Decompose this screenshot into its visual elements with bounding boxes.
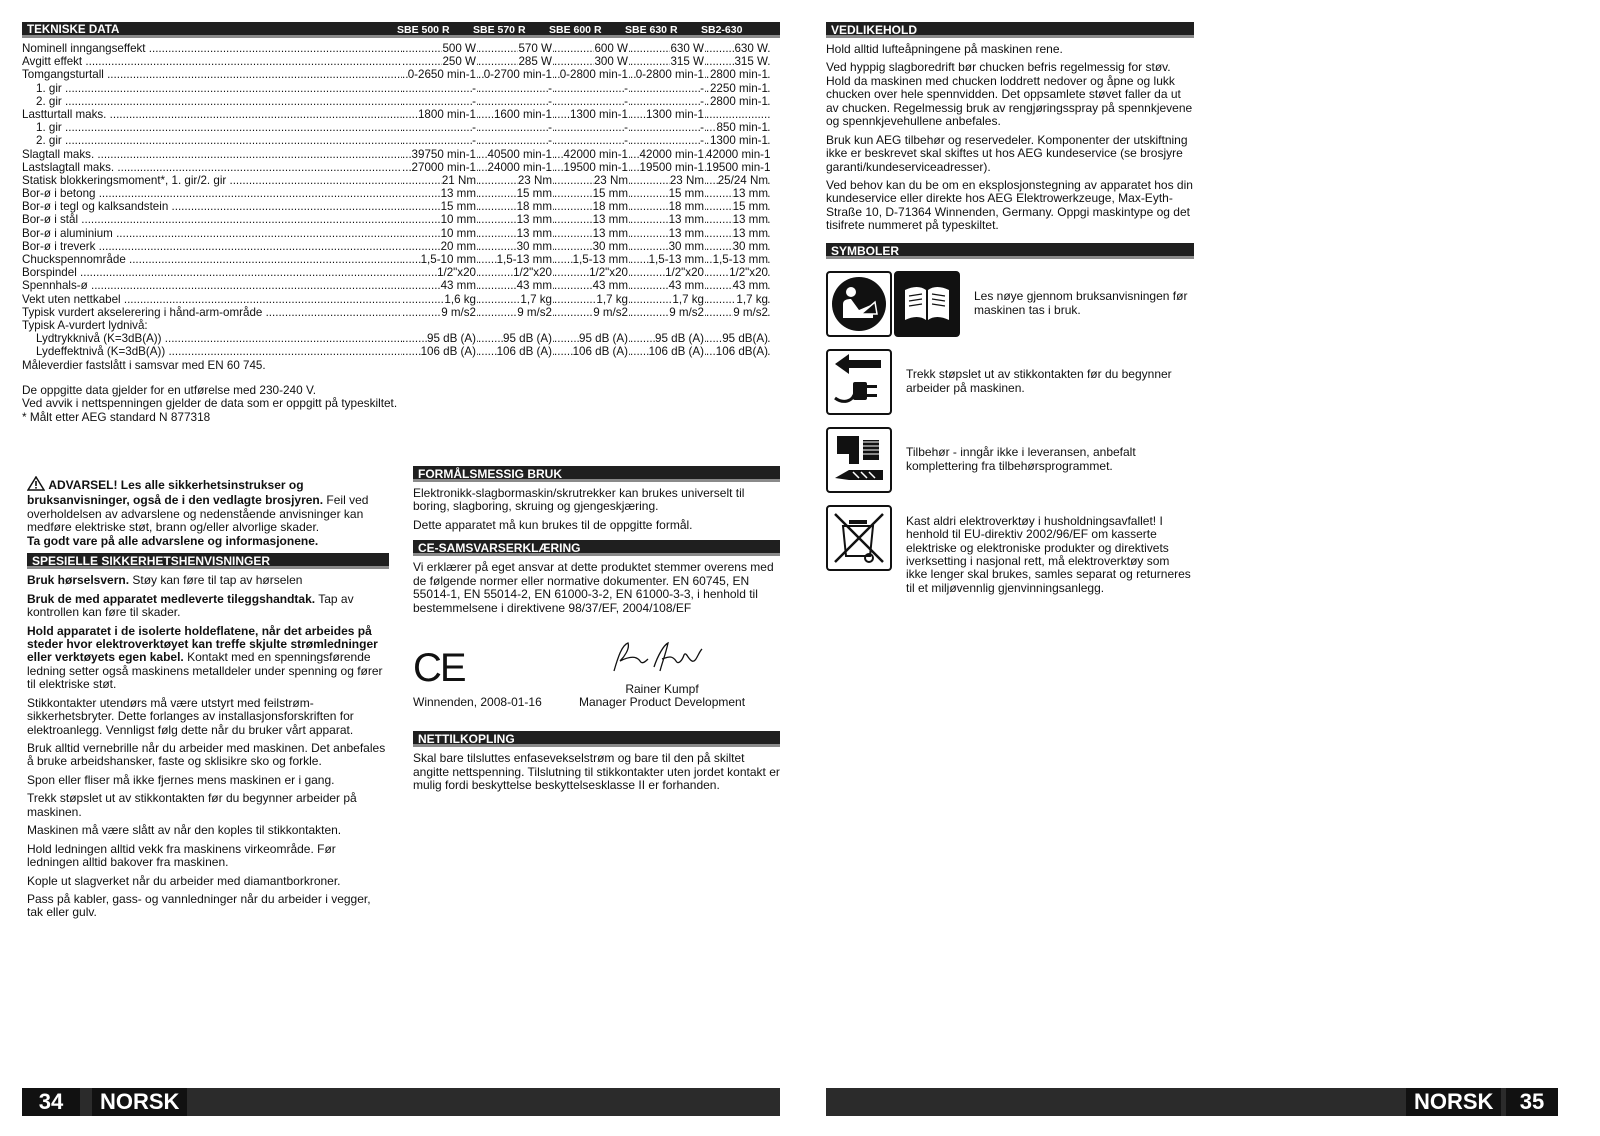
spec-value: ..... 0-2800 min-1 bbox=[630, 68, 706, 81]
spec-value: ..... - bbox=[478, 121, 554, 134]
read-manual-icon bbox=[826, 271, 892, 337]
spec-label: Lastturtall maks. ..... bbox=[22, 108, 402, 121]
spec-value: ..... 95 dB (A) bbox=[478, 332, 554, 345]
spec-label: Måleverdier fastslått i samsvar med EN 60 745. bbox=[22, 358, 266, 372]
spec-row bbox=[22, 306, 780, 319]
spec-row bbox=[22, 227, 780, 240]
spec-value: ..... 13 mm bbox=[706, 187, 770, 200]
symbol-row bbox=[826, 427, 1194, 493]
note-line: Ved avvik i nettspenningen gjelder de data som er oppgitt på typeskiltet. bbox=[22, 396, 398, 411]
spec-value: ..... 13 mm bbox=[706, 213, 770, 226]
spec-value: ..... 106 dB (A) bbox=[630, 345, 706, 358]
spec-value: ..... 2800 min-1 bbox=[706, 68, 770, 81]
safety-section-title: SPESIELLE SIKKERHETSHENVISNINGER bbox=[27, 553, 389, 569]
ce-section-title: CE-SAMSVARSERKLÆRING bbox=[413, 540, 780, 556]
note-line: De oppgitte data gjelder for en utførelse med 230-240 V. bbox=[22, 382, 317, 397]
mains-paragraph: Skal bare tilsluttes enfasevekselstrøm og bare til den på skiltet angitte nettspenning. Tilslutning til stikkontakter uten jordet kontakt er mulig fordi beskyttelse beskyttelsesklasse II er forhanden. bbox=[413, 751, 780, 793]
maintenance-column bbox=[826, 22, 1194, 607]
warning-keep: Ta godt vare på alle advarslene og informasjonene. bbox=[27, 533, 319, 548]
unplug-icon bbox=[826, 349, 892, 415]
spec-value: ..... 1,5-13 mm bbox=[706, 253, 770, 266]
spec-label: 1. gir ..... bbox=[22, 121, 402, 134]
spec-value: ..... 630 W bbox=[630, 42, 706, 55]
model-header: SBE 570 R bbox=[473, 24, 526, 36]
spec-value: ..... 0-2800 min-1 bbox=[554, 68, 630, 81]
symbol-row bbox=[826, 349, 1194, 415]
spec-value: ..... 42000 min-1 bbox=[630, 148, 706, 161]
symbols-section-title: SYMBOLER bbox=[826, 243, 1194, 259]
spec-row bbox=[22, 68, 780, 81]
spec-label: 2. gir ..... bbox=[22, 95, 402, 108]
spec-label: Bor-ø i stål ..... bbox=[22, 213, 402, 226]
spec-row bbox=[22, 240, 780, 253]
spec-label: Bor-ø i tegl og kalksandstein ..... bbox=[22, 200, 402, 213]
spec-value: ..... - bbox=[630, 82, 706, 95]
spec-value: ..... 1,7 kg bbox=[706, 293, 770, 306]
spec-value: ..... 95 dB (A) bbox=[402, 332, 478, 345]
technical-data-table bbox=[22, 22, 780, 424]
manual-book-icon bbox=[894, 271, 960, 337]
spec-value: ..... 285 W bbox=[478, 55, 554, 68]
spec-value: ..... 1300 min-1 bbox=[706, 134, 770, 147]
page-number-right: 35 bbox=[1506, 1088, 1558, 1116]
spec-row bbox=[22, 42, 780, 55]
safety-paragraph: Bruk alltid vernebrille når du arbeider med maskinen. Det anbefales å bruke arbeidshansker, faste og sklisikre sko og forkle. bbox=[27, 741, 386, 769]
spec-value: ..... 15 mm bbox=[706, 200, 770, 213]
spec-value: ..... 315 W bbox=[630, 55, 706, 68]
spec-value: ..... 2800 min-1 bbox=[706, 95, 770, 108]
safety-paragraph: Stikkontakter utendørs må være utstyrt med feilstrøm-sikkerhetsbryter. Dette forlanges av installasjonsforskriften for elektroanlegg. Vennligst følg dette når du bruker vårt apparat. bbox=[27, 695, 354, 737]
spec-row bbox=[22, 187, 780, 200]
spec-value: ..... 0-2700 min-1 bbox=[478, 68, 554, 81]
safety-column bbox=[27, 476, 389, 925]
safety-paragraph: Pass på kabler, gass- og vannledninger når du arbeider i vegger, tak eller gulv. bbox=[27, 891, 371, 920]
spec-label: 2. gir ..... bbox=[22, 134, 402, 147]
technical-data-title: TEKNISKE DATA bbox=[27, 23, 120, 36]
spec-value: ..... 18 mm bbox=[478, 200, 554, 213]
note-line: * Målt etter AEG standard N 877318 bbox=[22, 409, 211, 424]
spec-value: ..... 30 mm bbox=[706, 240, 770, 253]
safety-paragraph: Trekk støpslet ut av stikkontakten før du begynner arbeider på maskinen. bbox=[27, 791, 357, 819]
spec-value: ..... - bbox=[554, 95, 630, 108]
spec-value: ..... 1600 min-1 bbox=[478, 108, 554, 121]
page-number-left: 34 bbox=[22, 1088, 80, 1116]
ce-signature-block bbox=[413, 637, 780, 709]
safety-paragraph: Kople ut slagverket når du arbeider med diamantborkroner. bbox=[27, 873, 341, 888]
warning-triangle-icon bbox=[27, 476, 45, 494]
accessory-icon bbox=[826, 427, 892, 493]
spec-label: Chuckspennområde ..... bbox=[22, 253, 402, 266]
spec-value: ..... 27000 min-1 bbox=[402, 161, 478, 174]
spec-value: ..... 106 dB (A) bbox=[478, 345, 554, 358]
spec-label: Spennhals-ø ..... bbox=[22, 279, 402, 292]
spec-value: ..... 1/2"x20 bbox=[630, 266, 706, 279]
spec-value: ..... 23 Nm bbox=[630, 174, 706, 187]
spec-value: ..... 9 m/s2 bbox=[554, 306, 630, 319]
spec-value: ..... - bbox=[478, 82, 554, 95]
spec-value: ..... 15 mm bbox=[402, 200, 478, 213]
technical-data-header bbox=[22, 22, 780, 38]
spec-label: Tomgangsturtall ..... bbox=[22, 68, 402, 81]
maintenance-paragraph: Bruk kun AEG tilbehør og reservedeler. Komponenter der utskiftning ikke er beskrevet skal skiftes ut hos AEG kundeservice (se brosjyre garanti/kundeserviceadresser). bbox=[826, 132, 1188, 174]
spec-label: Borspindel ..... bbox=[22, 266, 402, 279]
spec-value: ..... - bbox=[630, 134, 706, 147]
spec-row bbox=[22, 200, 780, 213]
spec-value: ..... 0-2650 min-1 bbox=[402, 68, 478, 81]
spec-label: Statisk blokkeringsmoment*, 1. gir/2. gir ..... bbox=[22, 174, 402, 187]
spec-value: ..... 10 mm bbox=[402, 213, 478, 226]
spec-value: ..... - bbox=[478, 134, 554, 147]
spec-value: ..... 43 mm bbox=[706, 279, 770, 292]
spec-value: ..... 600 W bbox=[554, 42, 630, 55]
spec-value: ..... 21 Nm bbox=[402, 174, 478, 187]
spec-label: 1. gir ..... bbox=[22, 82, 402, 95]
spec-value: ..... 13 mm bbox=[630, 213, 706, 226]
spec-value: ..... 9 m/s2 bbox=[630, 306, 706, 319]
purpose-section-title: FORMÅLSMESSIG BRUK bbox=[413, 466, 780, 482]
spec-value: ..... 106 dB(A) bbox=[706, 345, 770, 358]
spec-value: ..... 1,5-10 mm bbox=[402, 253, 478, 266]
spec-value: ..... 1,7 kg bbox=[554, 293, 630, 306]
model-header: SB2-630 bbox=[701, 24, 743, 36]
spec-value: ..... 500 W bbox=[402, 42, 478, 55]
spec-value: ..... - bbox=[402, 95, 478, 108]
spec-row bbox=[22, 279, 780, 292]
maintenance-paragraph: Hold alltid lufteåpningene på maskinen rene. bbox=[826, 42, 1063, 56]
spec-label: Bor-ø i aluminium ..... bbox=[22, 227, 402, 240]
spec-row bbox=[22, 161, 780, 174]
spec-label: Slagtall maks. ..... bbox=[22, 148, 402, 161]
spec-value: ..... 1,7 kg bbox=[478, 293, 554, 306]
spec-value: ..... 25/24 Nm bbox=[706, 174, 770, 187]
spec-row bbox=[22, 134, 780, 147]
warning-bold: ADVARSEL! Les alle sikkerhetsinstrukser og bruksanvisninger, også de i den vedlagte brosjyren. bbox=[27, 478, 324, 508]
symbol-description: Les nøye gjennom bruksanvisningen før maskinen tas i bruk. bbox=[974, 289, 1188, 317]
signer-name: Rainer Kumpf bbox=[625, 681, 699, 696]
spec-value: ..... 1/2"x20 bbox=[706, 266, 770, 279]
spec-value: ..... 18 mm bbox=[630, 200, 706, 213]
spec-value: ..... 300 W bbox=[554, 55, 630, 68]
general-warning bbox=[27, 476, 389, 548]
spec-value: ..... 315 W bbox=[706, 55, 770, 68]
spec-value: ..... - bbox=[630, 95, 706, 108]
spec-label: Typisk vurdert akselerering i hånd-arm-område ..... bbox=[22, 306, 402, 319]
spec-value: ..... 250 W bbox=[402, 55, 478, 68]
spec-value: ..... 570 W bbox=[478, 42, 554, 55]
signer-title: Manager Product Development bbox=[578, 694, 746, 709]
spec-label: Lydtrykknivå (K=3dB(A)) ..... bbox=[22, 332, 402, 345]
safety-paragraph: Hold apparatet i de isolerte holdeflatene, når det arbeides på steder hvor elektroverktøyet kan treffe skjulte strømledninger eller verktøyets egen kabel. Kontakt med en spenningsførende ledning setter også maskinens metalldeler under spenning og fører til elektriske støt. bbox=[27, 623, 383, 692]
spec-value: ..... 42000 min-1 bbox=[554, 148, 630, 161]
spec-row bbox=[22, 95, 780, 108]
spec-value: ..... 15 mm bbox=[554, 187, 630, 200]
spec-value: ..... 19500 min-1 bbox=[630, 161, 706, 174]
spec-value: ..... - bbox=[402, 82, 478, 95]
footer-language-left: NORSK bbox=[92, 1088, 187, 1116]
spec-value: ..... 850 min-1 bbox=[706, 121, 770, 134]
spec-row bbox=[22, 82, 780, 95]
spec-value: ..... 13 mm bbox=[554, 213, 630, 226]
spec-value: ..... 43 mm bbox=[630, 279, 706, 292]
spec-value: ..... 1/2"x20 bbox=[402, 266, 478, 279]
spec-row bbox=[22, 174, 780, 187]
spec-value: ..... 95 dB (A) bbox=[630, 332, 706, 345]
spec-row bbox=[22, 293, 780, 306]
spec-row bbox=[22, 148, 780, 161]
mains-section-title: NETTILKOPLING bbox=[413, 731, 780, 747]
spec-value: ..... 95 dB(A) bbox=[706, 332, 770, 345]
purpose-paragraph: Elektronikk-slagbormaskin/skrutrekker kan brukes universelt til boring, slagboring, skruing og gjengeskjæring. bbox=[413, 486, 745, 514]
maintenance-paragraph: Ved hyppig slagboredrift bør chucken befris regelmessig for støv. Hold da maskinen med chucken loddrett nedover og åpne og lukk chucken over hele spennvidden. Det oppsamlete støvet faller da ut av chucken. Regelmessig bruk av rengjøringsspray på spennkjevene og spennkjevehullene anbefales. bbox=[826, 60, 1193, 129]
spec-value: ..... 42000 min-1 bbox=[706, 148, 770, 161]
maintenance-section-title: VEDLIKEHOLD bbox=[826, 22, 1194, 38]
spec-value: ..... - bbox=[554, 121, 630, 134]
spec-row bbox=[22, 55, 780, 68]
spec-value: ..... 13 mm bbox=[554, 227, 630, 240]
purpose-paragraph: Dette apparatet må kun brukes til de oppgitte formål. bbox=[413, 517, 693, 532]
spec-value: ..... 1/2"x20 bbox=[478, 266, 554, 279]
spec-value bbox=[706, 108, 770, 121]
spec-value: ..... 39750 min-1 bbox=[402, 148, 478, 161]
spec-value: ..... 106 dB (A) bbox=[554, 345, 630, 358]
spec-row bbox=[22, 319, 780, 332]
spec-value: ..... 30 mm bbox=[630, 240, 706, 253]
spec-value: ..... 40500 min-1 bbox=[478, 148, 554, 161]
spec-label: Typisk A-vurdert lydnivå: bbox=[22, 318, 148, 332]
spec-value: ..... 1,5-13 mm bbox=[554, 253, 630, 266]
spec-value: ..... 1,5-13 mm bbox=[478, 253, 554, 266]
spec-label: Bor-ø i treverk ..... bbox=[22, 240, 402, 253]
symbol-description: Tilbehør - inngår ikke i leveransen, anbefalt komplettering fra tilbehørsprogrammet. bbox=[906, 445, 1136, 473]
spec-value: ..... 30 mm bbox=[554, 240, 630, 253]
ce-paragraph: Vi erklærer på eget ansvar at dette produktet stemmer overens med de følgende normer eller normative dokumenter. EN 60745, EN 55014-1, EN 55014-2, EN 61000-3-2, EN 61000-3-3, i henhold til bestemmelsene i direktivene 98/37/EF, 2004/108/EF bbox=[413, 560, 774, 615]
spec-row bbox=[22, 121, 780, 134]
spec-value: ..... - bbox=[402, 134, 478, 147]
ce-mark: CE bbox=[413, 645, 465, 690]
safety-paragraph: Spon eller fliser må ikke fjernes mens maskinen er i gang. bbox=[27, 772, 335, 787]
spec-value: ..... 1/2"x20 bbox=[554, 266, 630, 279]
spec-value: ..... 23 Nm bbox=[478, 174, 554, 187]
spec-value: ..... 13 mm bbox=[478, 227, 554, 240]
model-header: SBE 630 R bbox=[625, 24, 678, 36]
spec-value: ..... - bbox=[554, 134, 630, 147]
safety-paragraph: Bruk de med apparatet medleverte tileggshandtak. Tap av kontrollen kan føre til skader. bbox=[27, 591, 354, 620]
safety-paragraph: Bruk hørselsvern. Støy kan føre til tap av hørselen bbox=[27, 573, 303, 588]
spec-value: ..... 1,5-13 mm bbox=[630, 253, 706, 266]
spec-value: ..... 43 mm bbox=[402, 279, 478, 292]
spec-value: ..... 2250 min-1 bbox=[706, 82, 770, 95]
spec-value: ..... 13 mm bbox=[478, 213, 554, 226]
spec-value: ..... - bbox=[402, 121, 478, 134]
spec-value: ..... 9 m/s2 bbox=[706, 306, 770, 319]
safety-paragraph: Maskinen må være slått av når den koples til stikkontakten. bbox=[27, 823, 342, 838]
spec-row bbox=[22, 359, 780, 372]
spec-row bbox=[22, 332, 780, 345]
spec-value: ..... 13 mm bbox=[630, 227, 706, 240]
spec-value: ..... 24000 min-1 bbox=[478, 161, 554, 174]
spec-value: ..... 23 Nm bbox=[554, 174, 630, 187]
signature-icon bbox=[602, 637, 722, 679]
spec-value: ..... 1300 min-1 bbox=[630, 108, 706, 121]
spec-row bbox=[22, 213, 780, 226]
maintenance-paragraph: Ved behov kan du be om en eksplosjonstegning av apparatet hos din kundeservice eller direkte hos AEG Elektrowerkzeuge, Max-Eyth-Straße 10, D-71364 Winnenden, Germany. Oppgi maskintype og det tisifrete nummeret på typeskiltet. bbox=[826, 177, 1193, 233]
spec-value: ..... - bbox=[554, 82, 630, 95]
footer-language-right: NORSK bbox=[1406, 1088, 1501, 1116]
weee-bin-icon bbox=[826, 505, 892, 571]
spec-value: ..... 15 mm bbox=[630, 187, 706, 200]
spec-value: ..... 15 mm bbox=[478, 187, 554, 200]
spec-row bbox=[22, 253, 780, 266]
symbol-row bbox=[826, 505, 1194, 596]
model-header: SBE 500 R bbox=[397, 24, 450, 36]
spec-label: Nominell inngangseffekt ..... bbox=[22, 42, 402, 55]
spec-value: ..... 9 m/s2 bbox=[402, 306, 478, 319]
spec-value: ..... 1,7 kg bbox=[630, 293, 706, 306]
spec-value: ..... 95 dB (A) bbox=[554, 332, 630, 345]
declaration-date: Winnenden, 2008-01-16 bbox=[413, 694, 542, 709]
spec-row bbox=[22, 266, 780, 279]
symbol-description: Trekk støpslet ut av stikkontakten før du begynner arbeider på maskinen. bbox=[906, 367, 1172, 395]
spec-label: Lastslagtall maks. ..... bbox=[22, 161, 402, 174]
spec-value: ..... - bbox=[478, 95, 554, 108]
spec-value: ..... 13 mm bbox=[402, 187, 478, 200]
spec-value: ..... 10 mm bbox=[402, 227, 478, 240]
spec-value: ..... 13 mm bbox=[706, 227, 770, 240]
spec-value: ..... 18 mm bbox=[554, 200, 630, 213]
safety-paragraph: Hold ledningen alltid vekk fra maskinens virkeområde. Før ledningen alltid bakover fra maskinen. bbox=[27, 841, 336, 870]
spec-value: ..... 19500 min-1 bbox=[706, 161, 770, 174]
spec-value: ..... 30 mm bbox=[478, 240, 554, 253]
spec-label: Vekt uten nettkabel ..... bbox=[22, 293, 402, 306]
spec-value: ..... 106 dB (A) bbox=[402, 345, 478, 358]
spec-value: ..... 630 W bbox=[706, 42, 770, 55]
model-header: SBE 600 R bbox=[549, 24, 602, 36]
spec-row bbox=[22, 108, 780, 121]
spec-value: ..... 1,6 kg bbox=[402, 293, 478, 306]
spec-value: ..... 1800 min-1 bbox=[402, 108, 478, 121]
purpose-column bbox=[413, 466, 780, 798]
spec-value: ..... 20 mm bbox=[402, 240, 478, 253]
spec-label: Avgitt effekt ..... bbox=[22, 55, 402, 68]
spec-label: Bor-ø i betong ..... bbox=[22, 187, 402, 200]
spec-value: ..... 43 mm bbox=[478, 279, 554, 292]
technical-notes bbox=[22, 384, 780, 425]
warning-text: Feil ved overholdelsen av advarslene og nedenstående anvisninger kan medføre elektriske støt, brann og/eller alvorlige skader. bbox=[27, 493, 369, 535]
spec-value: ..... 1300 min-1 bbox=[554, 108, 630, 121]
symbol-description: Kast aldri elektroverktøy i husholdningsavfallet! I henhold til EU-direktiv 2002/96/EF om kasserte elektriske og elektroniske produkter og direktivets iverksetting i nasjonal rett, må elektroverktøy som ikke lenger skal brukes, samles separat og returneres til et miljøvennlig gjenvinningsanlegg. bbox=[906, 513, 1191, 595]
spec-value: ..... - bbox=[630, 121, 706, 134]
symbol-row bbox=[826, 271, 1194, 337]
spec-value: ..... 9 m/s2 bbox=[478, 306, 554, 319]
spec-row bbox=[22, 345, 780, 358]
spec-value: ..... 19500 min-1 bbox=[554, 161, 630, 174]
spec-label: Lydeffektnivå (K=3dB(A)) ..... bbox=[22, 345, 402, 358]
spec-value: ..... 43 mm bbox=[554, 279, 630, 292]
